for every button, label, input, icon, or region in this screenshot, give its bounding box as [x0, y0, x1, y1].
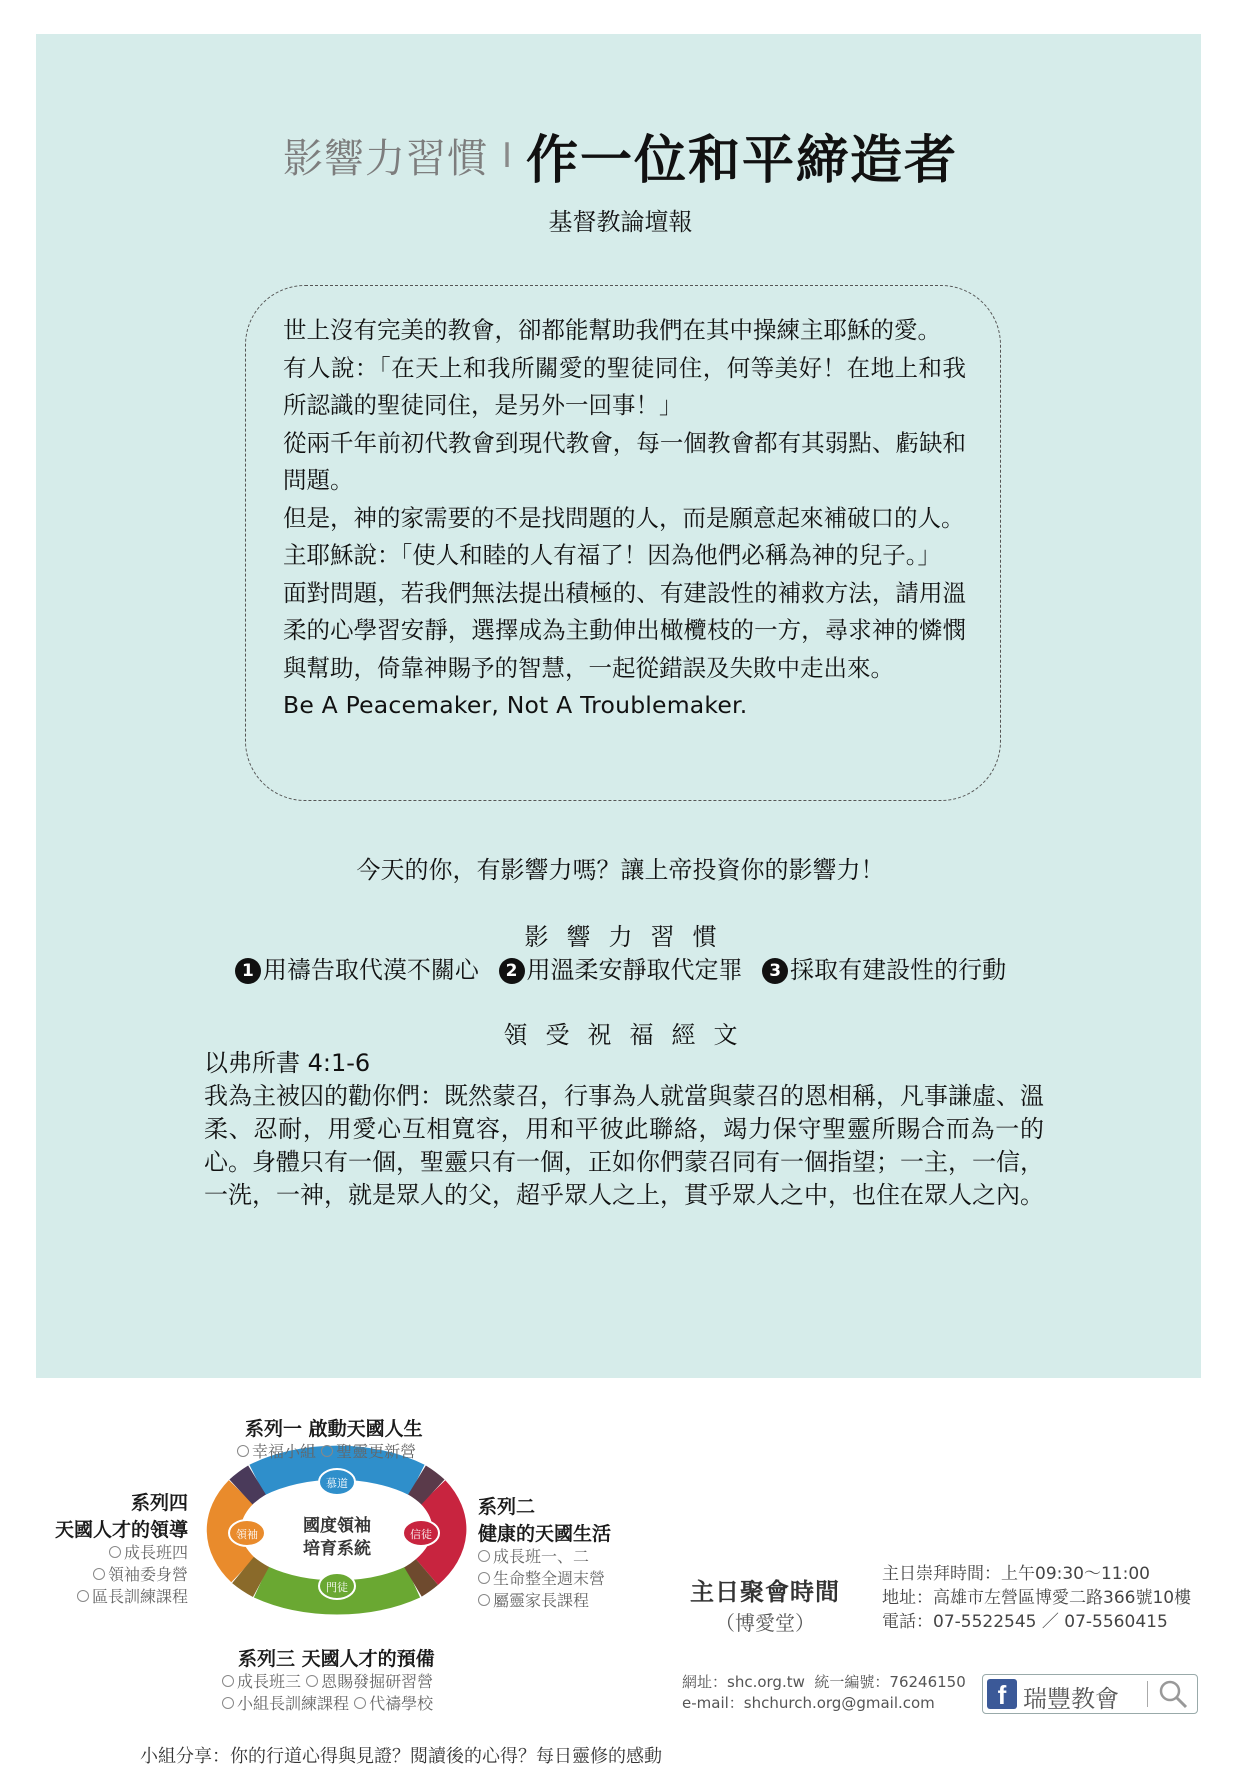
series4-title: 系列四 — [130, 1492, 188, 1514]
number-badge: 2 — [499, 958, 525, 984]
series2 — [478, 1492, 611, 1612]
title-prefix: 影響力習慣 — [282, 136, 488, 182]
church-info — [882, 1562, 1191, 1634]
worship-title: 主日聚會時間 — [690, 1578, 840, 1606]
series4-sub: 成長班四 — [123, 1543, 188, 1562]
habit-item — [235, 956, 479, 984]
habits-list — [0, 950, 1241, 985]
worship-place: （博愛堂） — [715, 1611, 815, 1635]
habit-item — [762, 956, 1006, 984]
box-paragraph: 面對問題，若我們無法提出積極的、有建設性的補救方法，請用溫柔的心學習安靜，選擇成為主動伸出橄欖枝的一方，尋求神的憐憫與幫助，倚靠神賜予的智慧，一起從錯誤及失敗中走出來。 — [283, 578, 966, 682]
series3-sub: 小組長訓練課程 — [237, 1694, 350, 1713]
series4 — [40, 1488, 188, 1608]
habit-text: 用溫柔安靜取代定罪 — [526, 956, 743, 984]
cycle-diagram — [195, 1440, 480, 1620]
habit-item — [499, 956, 743, 984]
diagram-center-line1: 國度領袖 — [303, 1516, 371, 1536]
verse-text: 我為主被囚的勸你們：既然蒙召，行事為人就當與蒙召的恩相稱，凡事謙虛、溫柔、忍耐，用愛心互相寬容，用和平彼此聯絡，竭力保守聖靈所賜合而為一的心。身體只有一個，聖靈只有一個，正如你們蒙召同有一個指望；一主，一信，一洗，一神，就是眾人的父，超乎眾人之上，貫乎眾人之中，也住在眾人之內。 — [204, 1082, 1044, 1209]
series3-sub: 恩賜發掘研習營 — [321, 1672, 434, 1691]
segment-label-left: 領袖 — [236, 1528, 258, 1541]
web-info — [682, 1672, 966, 1714]
segment-label-bottom: 門徒 — [326, 1581, 348, 1594]
box-paragraph: 從兩千年前初代教會到現代教會，每一個教會都有其弱點、虧缺和問題。 — [283, 428, 966, 494]
verse-heading: 領受祝福經文 — [503, 1021, 756, 1049]
series2-sub: 成長班一、二 — [493, 1547, 590, 1566]
series1-title: 系列一 啟動天國人生 — [245, 1418, 423, 1440]
number-badge: 1 — [235, 958, 261, 984]
worship-time: 主日崇拜時間：上午09:30～11:00 — [882, 1564, 1150, 1584]
series2-sub: 生命整全週末營 — [493, 1569, 606, 1588]
website-link[interactable]: 網址：shc.org.tw — [682, 1673, 805, 1691]
worship-block — [690, 1572, 840, 1636]
tax-id: 統一編號：76246150 — [814, 1673, 966, 1691]
box-paragraph: 有人說：「在天上和我所關愛的聖徒同住，何等美好！在地上和我所認識的聖徒同住，是另外一回事！」 — [283, 353, 966, 419]
facebook-page-name: 瑞豐教會 — [1023, 1685, 1119, 1713]
diagram-center-line2: 培育系統 — [303, 1539, 371, 1559]
series2-title: 系列二 — [478, 1496, 536, 1518]
series3-sub: 成長班三 — [237, 1672, 302, 1691]
segment-label-right: 信徒 — [410, 1528, 432, 1541]
search-icon[interactable] — [1155, 1677, 1191, 1711]
discussion-prompt: 小組分享：你的行道心得與見證？閱讀後的心得？每日靈修的感動 — [140, 1746, 662, 1767]
box-paragraph: 但是，神的家需要的不是找問題的人，而是願意起來補破口的人。 — [283, 503, 965, 532]
question-line: 今天的你，有影響力嗎？讓上帝投資你的影響力！ — [356, 856, 885, 884]
series4-sub: 領袖委身營 — [107, 1565, 188, 1584]
box-paragraph: 主耶穌說：「使人和睦的人有福了！因為他們必稱為神的兒子。」 — [283, 541, 941, 569]
series1 — [245, 1414, 423, 1463]
series3 — [238, 1644, 435, 1715]
series2-subtitle: 健康的天國生活 — [478, 1523, 612, 1545]
box-paragraph: 世上沒有完美的教會，卻都能幫助我們在其中操練主耶穌的愛。 — [283, 316, 941, 344]
divider — [1147, 1681, 1148, 1707]
email-link[interactable]: e-mail：shchurch.org@gmail.com — [682, 1694, 935, 1712]
series1-sub: 聖靈更新營 — [336, 1442, 417, 1461]
page-title — [0, 118, 1241, 193]
series1-sub: 幸福小組 — [252, 1442, 317, 1461]
title-separator: I — [501, 135, 512, 176]
series4-sub: 區長訓練課程 — [91, 1587, 188, 1606]
number-badge: 3 — [762, 958, 788, 984]
message-box — [245, 285, 1001, 801]
facebook-search-badge[interactable] — [982, 1674, 1198, 1714]
habit-text: 用禱告取代漠不關心 — [262, 956, 479, 984]
segment-label-top: 慕道 — [326, 1477, 348, 1490]
habits-heading: 影響力習慣 — [524, 923, 735, 951]
title-main: 作一位和平締造者 — [526, 131, 959, 191]
series4-subtitle: 天國人才的領導 — [54, 1519, 188, 1541]
facebook-icon: f — [987, 1679, 1017, 1709]
church-phone: 電話：07-5522545 ／ 07-5560415 — [882, 1612, 1168, 1632]
series3-title: 系列三 天國人才的預備 — [238, 1648, 435, 1670]
series3-sub: 代禱學校 — [369, 1694, 434, 1713]
habit-text: 採取有建設性的行動 — [790, 956, 1007, 984]
source-label: 基督教論壇報 — [548, 208, 693, 236]
box-slogan: Be A Peacemaker, Not A Troublemaker. — [283, 691, 748, 719]
series2-sub: 屬靈家長課程 — [493, 1591, 590, 1610]
church-address: 地址：高雄市左營區博愛二路366號10樓 — [882, 1588, 1192, 1608]
verse-reference: 以弗所書 4:1-6 — [204, 1049, 371, 1077]
verse-block — [204, 1047, 1044, 1212]
